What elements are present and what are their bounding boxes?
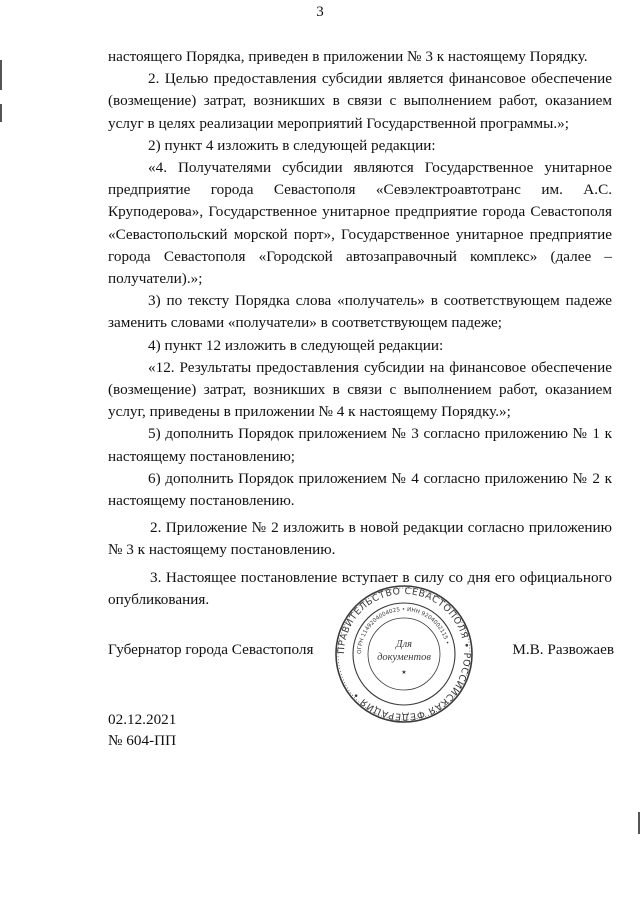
- seal-center-line-1: Для: [395, 639, 413, 650]
- scan-edge-mark: [0, 60, 2, 90]
- star-icon: ★: [401, 669, 407, 676]
- paragraph: 3) по тексту Порядка слова «получатель» в соответствующем падеже заменить словами «получатели» в соответствующем падеже;: [108, 292, 612, 332]
- signature-block: [108, 641, 614, 665]
- paragraph: 5) дополнить Порядок приложением № 3 согласно приложению № 1 к настоящему постановлению;: [108, 425, 612, 465]
- signatory-position: Губернатор города Севастополя: [108, 641, 314, 658]
- paragraph: настоящего Порядка, приведен в приложении № 3 к настоящему Порядку.: [108, 48, 588, 65]
- scan-edge-mark: [0, 104, 2, 122]
- signatory-name: М.В. Развожаев: [512, 641, 614, 658]
- document-number: № 604-ПП: [108, 732, 177, 749]
- paragraph: 6) дополнить Порядок приложением № 4 согласно приложению № 2 к настоящему постановлению.: [108, 469, 612, 510]
- paragraph: 2. Приложение № 2 изложить в новой редакции согласно приложению № 3 к настоящему постановлению.: [108, 519, 612, 559]
- paragraph: «12. Результаты предоставления субсидии на финансовое обеспечение (возмещение) затрат, возникших в связи с выполнением работ, оказанием услуг, приведены в приложении № 4 к настоящему Порядку.»;: [108, 358, 612, 421]
- document-body: [108, 46, 612, 611]
- paragraph: 2) пункт 4 изложить в следующей редакции:: [148, 136, 436, 154]
- page-number: 3: [316, 4, 324, 20]
- paragraph: «4. Получателями субсидии являются Государственное унитарное предприятие города Севастополя «Севэлектроавтотранс им. А.С. Круподерова», Государственное унитарное предприятие города Севастополя «Севастопольский морской порт», Государственное унитарное предприятие города Севастополя «Городской автозаправочный комплекс» (далее – получатели).»;: [108, 159, 612, 288]
- paragraph: 3. Настоящее постановление вступает в силу со дня его официального опубликования.: [108, 568, 612, 608]
- paragraph: 2. Целью предоставления субсидии является финансовое обеспечение (возмещение) затрат, возникших в связи с выполнением работ, оказанием услуг в целях реализации мероприятий Государственной программы.»;: [108, 70, 612, 132]
- paragraph: 4) пункт 12 изложить в следующей редакции:: [148, 336, 444, 354]
- seal-center-line-2: документов: [377, 652, 431, 663]
- seal-inner-text: ОГРН 1149204004025 • ИНН 9204002115 •: [356, 606, 450, 655]
- document-date-number: [108, 709, 176, 751]
- document-date: 02.12.2021: [108, 711, 177, 728]
- seal-outer-text: ПРАВИТЕЛЬСТВО СЕВАСТОПОЛЯ • РОССИЙСКАЯ ФЕДЕРАЦИЯ •: [335, 585, 473, 723]
